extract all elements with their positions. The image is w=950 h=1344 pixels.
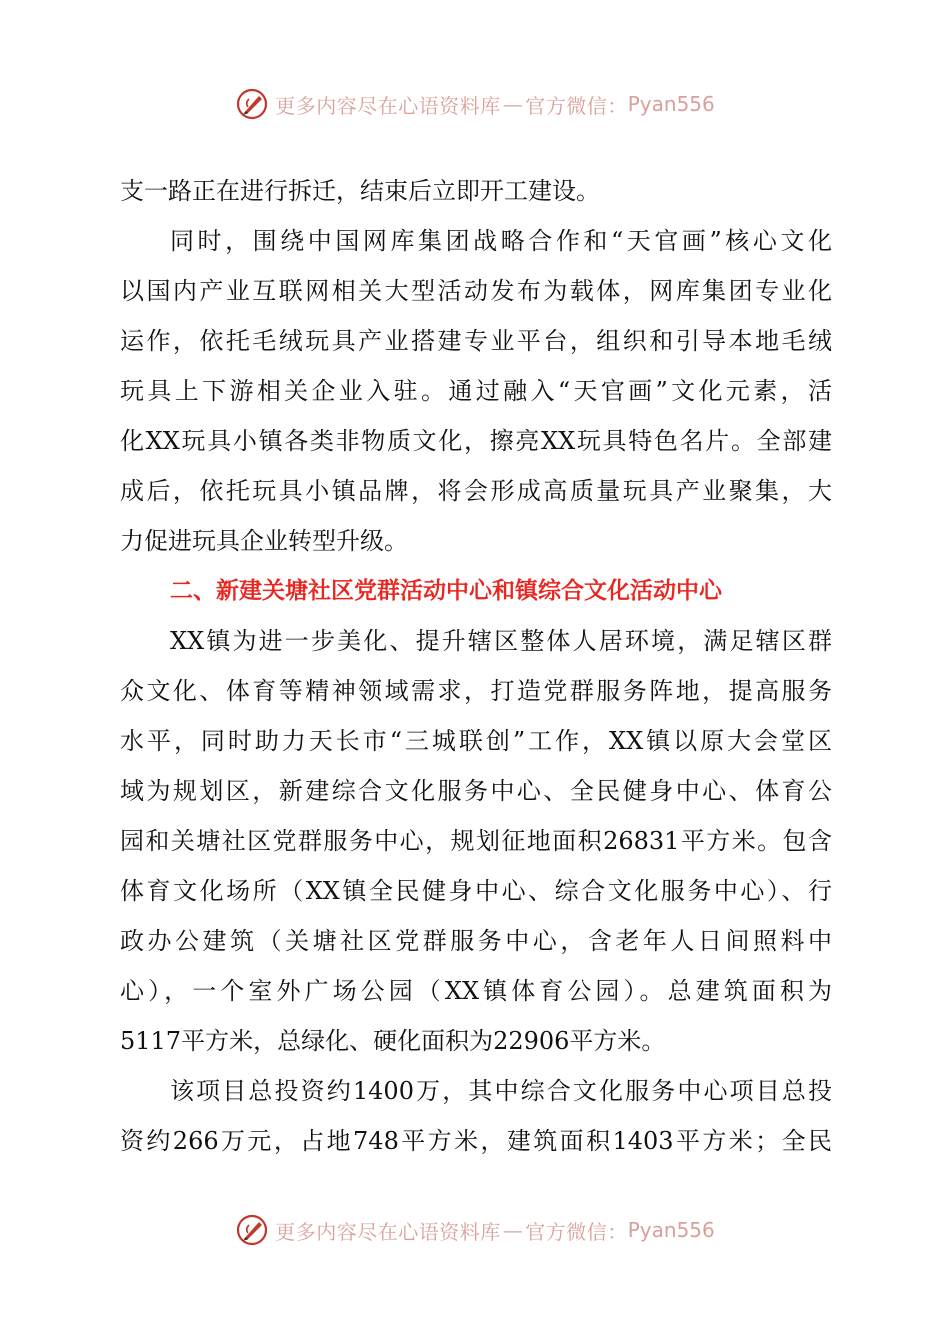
watermark-label: 官方微信： [525, 93, 628, 118]
paragraph-3-line: 众文化、体育等精神领域需求，打造党群服务阵地，提高服务 [120, 677, 832, 705]
paragraph-3-line: 域为规划区，新建综合文化服务中心、全民健身中心、体育公 [120, 777, 832, 805]
watermark-label: 官方微信： [525, 1219, 628, 1244]
paragraph-2-line: 以国内产业互联网相关大型活动发布为载体，网库集团专业化 [120, 277, 832, 305]
paragraph-1-line: 支一路正在进行拆迁，结束后立即开工建设。 [120, 177, 600, 205]
paragraph-4-line: 该项目总投资约1400万，其中综合文化服务中心项目总投 [170, 1077, 832, 1105]
watermark-separator: — [502, 92, 524, 116]
paragraph-2-line: 力促进玩具企业转型升级。 [120, 527, 408, 555]
paragraph-3-line: XX镇为进一步美化、提升辖区整体人居环境，满足辖区群 [170, 627, 832, 655]
paragraph-2-line: 化XX玩具小镇各类非物质文化，擦亮XX玩具特色名片。全部建 [120, 427, 832, 455]
paragraph-3-line: 心），一个室外广场公园（XX镇体育公园）。总建筑面积为 [120, 977, 832, 1005]
paragraph-2-line: 同时，围绕中国网库集团战略合作和“天官画”核心文化 [170, 227, 832, 255]
paragraph-2-line: 运作，依托毛绒玩具产业搭建专业平台，组织和引导本地毛绒 [120, 327, 832, 355]
paragraph-3-line: 园和关塘社区党群服务中心，规划征地面积26831平方米。包含 [120, 827, 832, 855]
paragraph-3-line: 水平，同时助力天长市“三城联创”工作，XX镇以原大会堂区 [120, 727, 832, 755]
footer-watermark [0, 1210, 950, 1250]
document-body [120, 166, 832, 1166]
paragraph-3-line: 5117平方米，总绿化、硬化面积为22906平方米。 [120, 1027, 666, 1055]
header-watermark [0, 84, 950, 124]
paragraph-4-line: 资约266万元，占地748平方米，建筑面积1403平方米；全民 [120, 1127, 832, 1155]
watermark-text: 更多内容尽在心语资料库 [275, 1219, 501, 1244]
watermark-text: 更多内容尽在心语资料库 [275, 93, 501, 118]
watermark-separator: — [502, 1218, 524, 1242]
paragraph-3-line: 政办公建筑（关塘社区党群服务中心，含老年人日间照料中 [120, 927, 832, 955]
quill-pen-logo-icon [235, 1213, 269, 1247]
paragraph-3-line: 体育文化场所（XX镇全民健身中心、综合文化服务中心）、行 [120, 877, 832, 905]
paragraph-2-line: 玩具上下游相关企业入驻。通过融入“天官画”文化元素，活 [120, 377, 832, 405]
section-heading: 二、新建关塘社区党群活动中心和镇综合文化活动中心 [170, 578, 722, 604]
watermark-account: Pyan556 [627, 1218, 715, 1242]
watermark-account: Pyan556 [627, 92, 715, 116]
quill-pen-logo-icon [235, 87, 269, 121]
paragraph-2-line: 成后，依托玩具小镇品牌，将会形成高质量玩具产业聚集，大 [120, 477, 832, 505]
